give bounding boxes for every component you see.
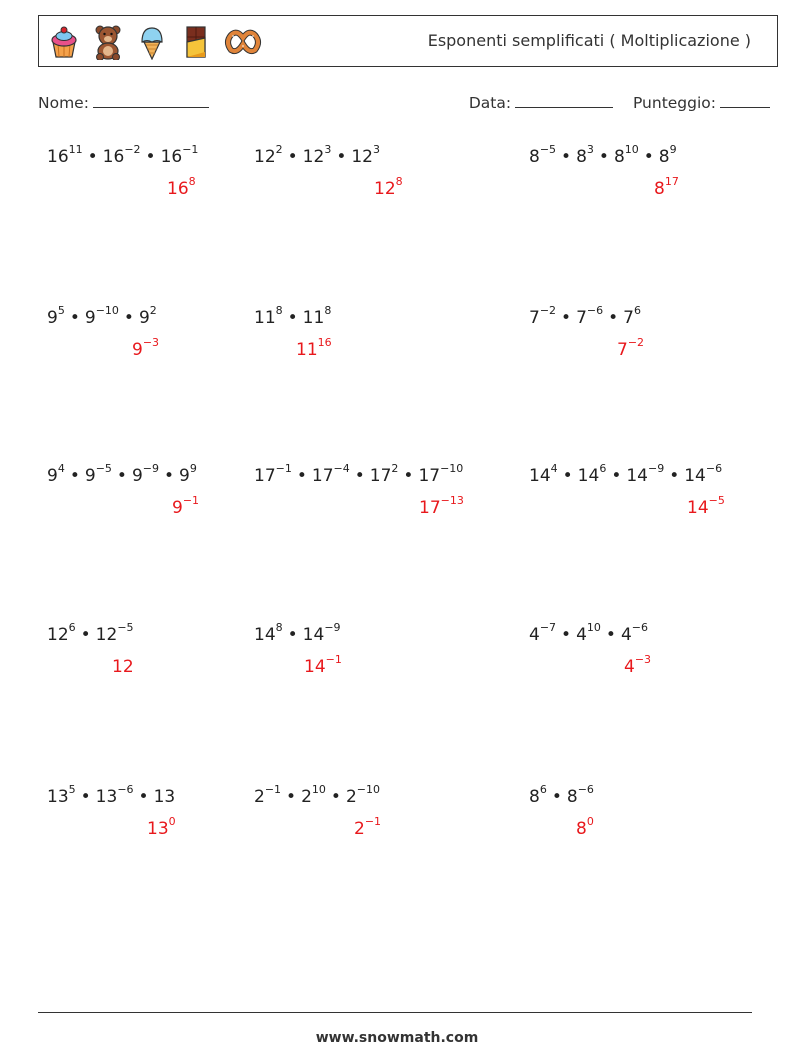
problem-15: [529, 783, 594, 807]
multiply-dot: •: [80, 787, 91, 807]
power-term: $8^9$: [658, 143, 677, 167]
problem-6: [529, 304, 641, 328]
power-term: $7^{-2}$: [529, 304, 557, 328]
power-term: $9^4$: [47, 462, 65, 486]
power-term: $12^6$: [47, 621, 76, 645]
multiply-dot: •: [551, 787, 562, 807]
power-term: $9^2$: [138, 304, 157, 328]
multiply-dot: •: [286, 787, 297, 807]
power-term: $17^{-10}$: [418, 462, 464, 486]
problem-7: [47, 462, 197, 486]
answer-3: [654, 175, 679, 199]
teddy-bear-icon: [91, 24, 125, 60]
power-term: $14^4$: [529, 462, 558, 486]
power-term: $2^{-1}$: [254, 783, 282, 807]
power-term: $12^3$: [302, 143, 332, 167]
answer-7: [172, 494, 200, 518]
multiply-dot: •: [561, 147, 572, 167]
answer-2: [374, 175, 403, 199]
multiply-dot: •: [403, 466, 414, 486]
icon-strip: [47, 23, 263, 61]
answer-power: $16^8$: [167, 175, 196, 199]
power-term: $9^9$: [179, 462, 197, 486]
multiply-dot: •: [287, 147, 298, 167]
answer-power: $2^{-1}$: [354, 815, 382, 839]
power-term: $9^5$: [47, 304, 65, 328]
multiply-dot: •: [163, 466, 175, 486]
answer-power: $11^{16}$: [296, 336, 332, 360]
power-term: $14^{-9}$: [302, 621, 341, 645]
date-blank[interactable]: [515, 93, 613, 108]
multiply-dot: •: [123, 308, 134, 328]
answer-power: $12^8$: [374, 175, 403, 199]
answer-10: [112, 657, 134, 677]
worksheet-header: [38, 15, 778, 67]
power-term: $9^{-10}$: [84, 304, 119, 328]
power-term: $11^8$: [254, 304, 283, 328]
multiply-dot: •: [598, 147, 609, 167]
power-term: 13: [153, 787, 176, 807]
worksheet-title: Esponenti semplificati ( Moltiplicazione ): [427, 31, 751, 50]
multiply-dot: •: [296, 466, 307, 486]
problem-10: [47, 621, 134, 645]
name-field: [38, 93, 209, 112]
problem-5: [254, 304, 332, 328]
chocolate-bar-icon: [179, 24, 213, 60]
answer-power: $8^0$: [576, 815, 594, 839]
power-term: $14^6$: [577, 462, 607, 486]
problem-14: [254, 783, 380, 807]
multiply-dot: •: [145, 147, 156, 167]
multiply-dot: •: [69, 466, 80, 486]
answer-12: [624, 653, 652, 677]
answer-8: [419, 494, 464, 518]
answer-power: $13^0$: [147, 815, 176, 839]
name-label: Nome:: [38, 94, 89, 112]
answer-power: $14^{-1}$: [304, 653, 342, 677]
power-term: $12^{-5}$: [95, 621, 134, 645]
power-term: $17^2$: [369, 462, 399, 486]
ice-cream-icon: [135, 24, 169, 60]
problem-1: [47, 143, 199, 167]
multiply-dot: •: [69, 308, 80, 328]
problem-11: [254, 621, 341, 645]
power-term: $16^{-2}$: [102, 143, 141, 167]
answer-power: 12: [112, 657, 134, 677]
problem-9: [529, 462, 723, 486]
power-term: $14^{-9}$: [626, 462, 665, 486]
problem-8: [254, 462, 464, 486]
power-term: $4^{-7}$: [529, 621, 557, 645]
multiply-dot: •: [354, 466, 365, 486]
answer-1: [167, 175, 196, 199]
multiply-dot: •: [562, 466, 573, 486]
problem-12: [529, 621, 648, 645]
answer-power: $17^{-13}$: [419, 494, 464, 518]
multiply-dot: •: [336, 147, 347, 167]
power-term: $16^{11}$: [47, 143, 83, 167]
power-term: $8^{-5}$: [529, 143, 557, 167]
power-term: $17^{-4}$: [311, 462, 350, 486]
power-term: $4^{10}$: [576, 621, 601, 645]
power-term: $2^{-10}$: [345, 783, 380, 807]
answer-5: [296, 336, 332, 360]
power-term: $9^{-9}$: [131, 462, 159, 486]
power-term: $8^{10}$: [613, 143, 639, 167]
answer-power: $9^{-1}$: [172, 494, 200, 518]
power-term: $14^{-6}$: [684, 462, 723, 486]
answer-power: $14^{-5}$: [687, 494, 725, 518]
problem-13: [47, 783, 176, 807]
pretzel-icon: [223, 24, 263, 60]
multiply-dot: •: [330, 787, 341, 807]
power-term: $2^{10}$: [301, 783, 326, 807]
power-term: $8^{-6}$: [566, 783, 594, 807]
power-term: $12^3$: [351, 143, 380, 167]
multiply-dot: •: [87, 147, 98, 167]
problem-4: [47, 304, 157, 328]
multiply-dot: •: [287, 625, 298, 645]
footer-divider: [38, 1012, 752, 1013]
answer-9: [687, 494, 725, 518]
answer-power: $8^{17}$: [654, 175, 679, 199]
power-term: $16^{-1}$: [160, 143, 199, 167]
problem-2: [254, 143, 380, 167]
power-term: $7^{-6}$: [576, 304, 604, 328]
power-term: $8^3$: [576, 143, 594, 167]
power-term: $7^6$: [623, 304, 641, 328]
cupcake-icon: [47, 24, 81, 60]
answer-4: [132, 336, 160, 360]
answer-11: [304, 653, 342, 677]
score-blank[interactable]: [720, 93, 770, 108]
answer-15: [576, 815, 594, 839]
multiply-dot: •: [138, 787, 149, 807]
multiply-dot: •: [669, 466, 680, 486]
multiply-dot: •: [561, 308, 572, 328]
multiply-dot: •: [287, 308, 298, 328]
multiply-dot: •: [605, 625, 616, 645]
multiply-dot: •: [611, 466, 622, 486]
multiply-dot: •: [561, 625, 572, 645]
power-term: $13^5$: [47, 783, 76, 807]
answer-power: $7^{-2}$: [617, 336, 645, 360]
answer-14: [354, 815, 382, 839]
power-term: $11^8$: [302, 304, 332, 328]
footer-url: www.snowmath.com: [315, 1030, 479, 1046]
answer-power: $9^{-3}$: [132, 336, 160, 360]
answer-13: [147, 815, 176, 839]
power-term: $13^{-6}$: [95, 783, 134, 807]
problem-3: [529, 143, 677, 167]
date-score-fields: [469, 93, 770, 112]
date-label: Data:: [468, 94, 512, 112]
power-term: $17^{-1}$: [254, 462, 292, 486]
multiply-dot: •: [116, 466, 127, 486]
multiply-dot: •: [608, 308, 619, 328]
score-label: Punteggio:: [632, 94, 716, 112]
power-term: $14^8$: [254, 621, 283, 645]
power-term: $9^{-5}$: [84, 462, 112, 486]
answer-6: [617, 336, 645, 360]
multiply-dot: •: [643, 147, 654, 167]
power-term: $4^{-6}$: [620, 621, 648, 645]
power-term: $8^6$: [529, 783, 547, 807]
answer-power: $4^{-3}$: [624, 653, 652, 677]
multiply-dot: •: [80, 625, 91, 645]
power-term: $12^2$: [254, 143, 283, 167]
name-blank[interactable]: [93, 93, 209, 108]
